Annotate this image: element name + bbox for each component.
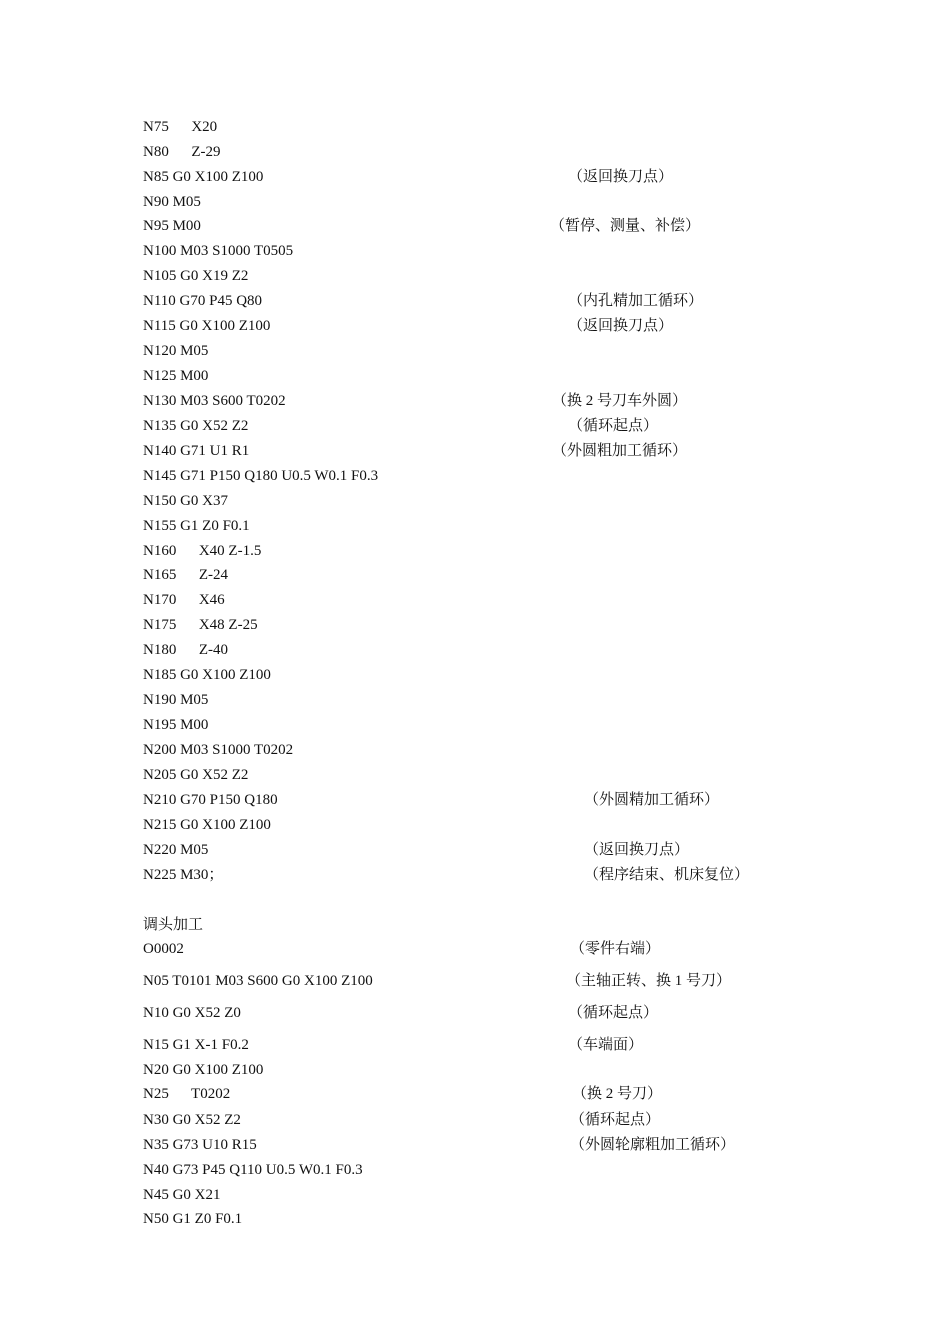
- gcode-text: N200 M03 S1000 T0202: [143, 742, 294, 758]
- line-comment: （内孔精加工循环）: [568, 293, 704, 309]
- gcode-text: N40 G73 P45 Q110 U0.5 W0.1 F0.3: [143, 1162, 363, 1178]
- gcode-text: O0002: [143, 941, 184, 957]
- gcode-text: N15 G1 X-1 F0.2: [143, 1037, 249, 1053]
- line-comment: （换 2 号刀车外圆）: [552, 393, 688, 409]
- gcode-text: N105 G0 X19 Z2: [143, 268, 249, 284]
- gcode-text: N90 M05: [143, 194, 201, 210]
- gcode-text: N190 M05: [143, 692, 209, 708]
- section-heading: 调头加工: [143, 917, 204, 933]
- gcode-text: N50 G1 Z0 F0.1: [143, 1211, 243, 1227]
- gcode-text: N145 G71 P150 Q180 U0.5 W0.1 F0.3: [143, 468, 379, 484]
- gcode-text: N25 T0202: [143, 1086, 231, 1102]
- gcode-text: N120 M05: [143, 343, 209, 359]
- gcode-text: N110 G70 P45 Q80: [143, 293, 263, 309]
- gcode-text: N115 G0 X100 Z100: [143, 318, 271, 334]
- gcode-text: N150 G0 X37: [143, 493, 228, 509]
- gcode-text: N35 G73 U10 R15: [143, 1137, 257, 1153]
- line-comment: （循环起点）: [570, 1112, 661, 1128]
- gcode-text: N125 M00: [143, 368, 209, 384]
- line-comment: （循环起点）: [568, 418, 659, 434]
- gcode-text: N20 G0 X100 Z100: [143, 1062, 264, 1078]
- gcode-text: N95 M00: [143, 218, 201, 234]
- gcode-text: N215 G0 X100 Z100: [143, 817, 271, 833]
- gcode-text: N05 T0101 M03 S600 G0 X100 Z100: [143, 973, 373, 989]
- gcode-text: N30 G0 X52 Z2: [143, 1112, 241, 1128]
- gcode-text: N160 X40 Z-1.5: [143, 543, 262, 559]
- gcode-text: N130 M03 S600 T0202: [143, 393, 286, 409]
- gcode-text: N140 G71 U1 R1: [143, 443, 250, 459]
- gcode-text: N85 G0 X100 Z100: [143, 169, 264, 185]
- line-comment: （返回换刀点）: [568, 318, 674, 334]
- gcode-text: N205 G0 X52 Z2: [143, 767, 249, 783]
- gcode-text: N165 Z-24: [143, 567, 228, 583]
- line-comment: （车端面）: [568, 1037, 644, 1053]
- gcode-text: N175 X48 Z-25: [143, 617, 258, 633]
- line-comment: （换 2 号刀）: [572, 1086, 663, 1102]
- line-comment: （主轴正转、换 1 号刀）: [566, 973, 732, 989]
- gcode-text: N10 G0 X52 Z0: [143, 1005, 241, 1021]
- line-comment: （外圆精加工循环）: [584, 792, 720, 808]
- gcode-text: N155 G1 Z0 F0.1: [143, 518, 250, 534]
- gcode-text: N180 Z-40: [143, 642, 228, 658]
- gcode-text: N100 M03 S1000 T0505: [143, 243, 294, 259]
- line-comment: （外圆粗加工循环）: [552, 443, 688, 459]
- line-comment: （返回换刀点）: [568, 169, 674, 185]
- gcode-text: N220 M05: [143, 842, 209, 858]
- gcode-text: N225 M30；: [143, 867, 224, 883]
- line-comment: （暂停、测量、补偿）: [550, 218, 701, 234]
- gcode-text: N195 M00: [143, 717, 209, 733]
- gcode-text: N210 G70 P150 Q180: [143, 792, 278, 808]
- gcode-text: N45 G0 X21: [143, 1187, 221, 1203]
- line-comment: （零件右端）: [570, 941, 661, 957]
- gcode-text: N170 X46: [143, 592, 225, 608]
- line-comment: （外圆轮廓粗加工循环）: [570, 1137, 736, 1153]
- line-comment: （程序结束、机床复位）: [584, 867, 750, 883]
- gcode-text: N75 X20: [143, 119, 218, 135]
- gcode-text: N185 G0 X100 Z100: [143, 667, 271, 683]
- line-comment: （返回换刀点）: [584, 842, 690, 858]
- line-comment: （循环起点）: [568, 1005, 659, 1021]
- gcode-text: N80 Z-29: [143, 144, 221, 160]
- gcode-text: N135 G0 X52 Z2: [143, 418, 249, 434]
